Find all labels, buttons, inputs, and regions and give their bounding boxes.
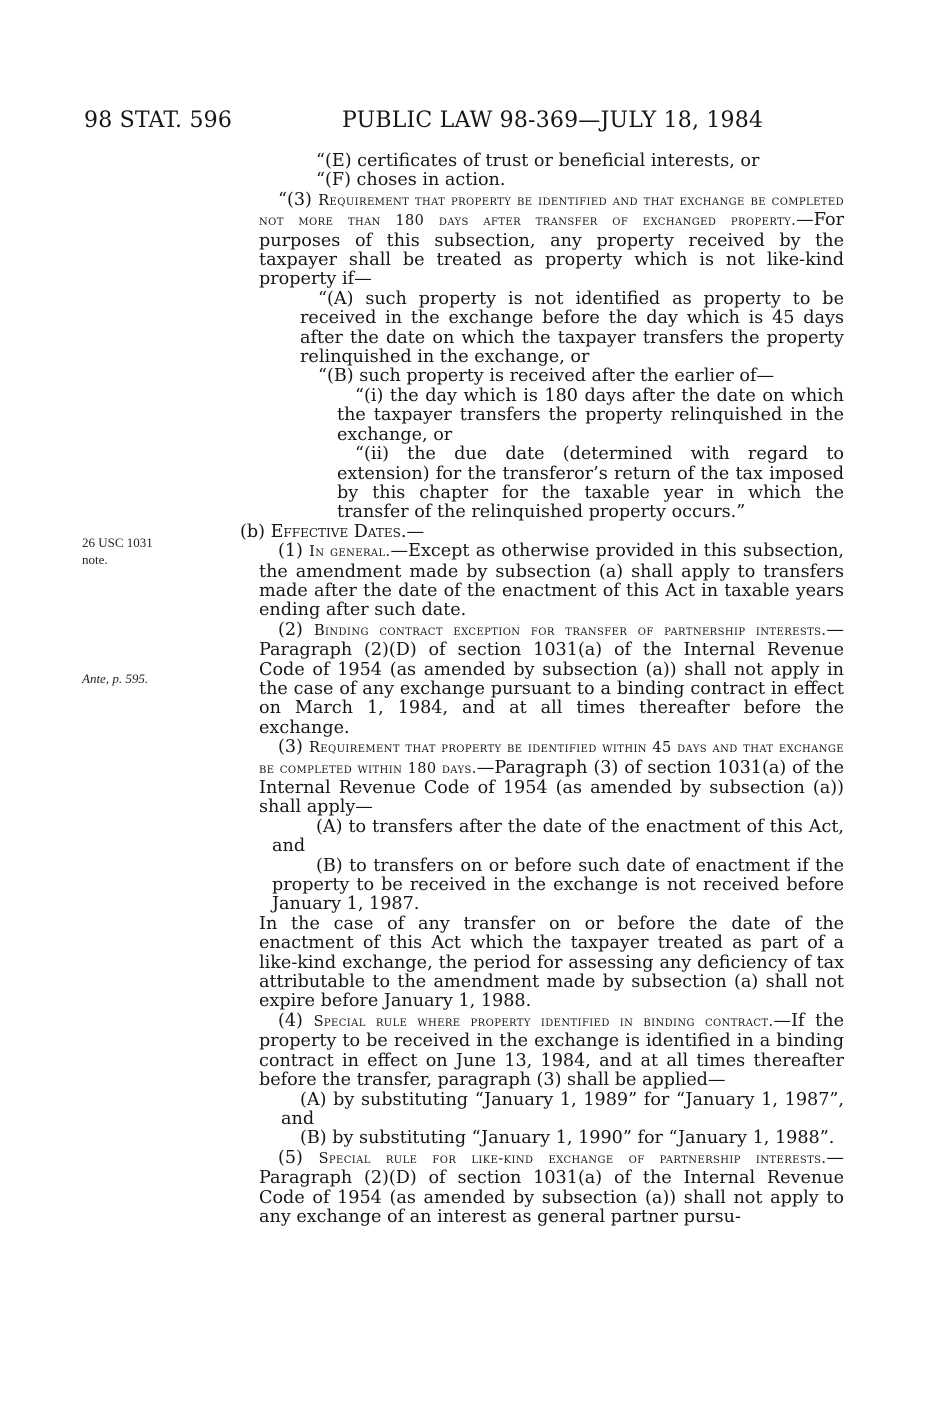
effective-paragraph-5-number: (5) bbox=[278, 1147, 319, 1168]
clause-i: “(i) the day which is 180 days after the date on which the taxpayer transfers the property relinquished in the exchange, or bbox=[337, 385, 844, 445]
subsection-b-number: (b) bbox=[240, 521, 271, 542]
effective-paragraph-2 bbox=[240, 621, 844, 738]
paragraph-3 bbox=[240, 191, 844, 290]
clause-ii: “(ii) the due date (determined with regard to extension) for the transferor’s return of the tax imposed by this chapter for the taxable year in which the transfer of the relinquished property occurs.” bbox=[337, 444, 844, 523]
paragraph-3-text: —For purposes of this subsection, any property received by the taxpayer shall be treated as property which is not like-kind property if— bbox=[259, 210, 844, 290]
effective-paragraph-3 bbox=[240, 738, 844, 818]
effective-subparagraph-4b: (B) by substituting “January 1, 1990” for “January 1, 1988”. bbox=[300, 1128, 835, 1149]
paragraph-3-heading: Requirement that property be identified and that exchange be completed not more than 180 days after transfer of exchanged property. bbox=[259, 192, 844, 230]
effective-paragraph-2-number: (2) bbox=[278, 619, 314, 640]
paragraph-3-number: “(3) bbox=[278, 189, 319, 210]
effective-paragraph-1-number: (1) bbox=[278, 541, 310, 562]
subparagraph-a: “(A) such property is not identified as property to be received in the exchange before the day which is 45 days after the date on which the taxpayer transfers the property relinquished in the exchange, or bbox=[300, 288, 844, 368]
effective-paragraph-1-text: —Except as otherwise provided in this subsection, the amendment made by subsection (a) shall apply to transfers made after the date of the enactment of this Act in taxable years ending after such date. bbox=[259, 541, 845, 621]
effective-paragraph-3-number: (3) bbox=[278, 737, 309, 758]
effective-paragraph-5-text: —Paragraph (2)(D) of section 1031(a) of the Internal Revenue Code of 1954 (as amended by subsection (a)) shall not apply to any exchange of an interest as general partner pursu- bbox=[259, 1147, 845, 1227]
effective-subparagraph-4a: (A) by substituting “January 1, 1989” for “January 1, 1987”, and bbox=[281, 1089, 844, 1129]
effective-paragraph-3-tail: In the case of any transfer on or before the date of the enactment of this Act which the taxpayer treated as part of a like-kind exchange, the period for assessing any deficiency of tax attributable to the amendment made by subsection (a) shall not expire before January 1, 1988. bbox=[259, 913, 844, 1012]
effective-paragraph-4-text: —If the property to be received in the exchange is identified in a binding contract in effect on June 13, 1984, and at all times thereafter before the transfer, paragraph (3) shall be applied— bbox=[259, 1010, 844, 1091]
subparagraph-b: “(B) such property is received after the earlier of— bbox=[318, 366, 775, 387]
effective-paragraph-3-text: —Paragraph (3) of section 1031(a) of the Internal Revenue Code of 1954 (as amended by subsection (a)) shall apply— bbox=[259, 757, 844, 818]
statute-body bbox=[240, 152, 844, 1227]
effective-paragraph-4-number: (4) bbox=[278, 1010, 314, 1031]
margin-note-usc-line2: note. bbox=[82, 552, 108, 567]
running-header: PUBLIC LAW 98-369—JULY 18, 1984 bbox=[342, 108, 764, 133]
effective-paragraph-2-text: —Paragraph (2)(D) of section 1031(a) of the Internal Revenue Code of 1954 (as amended by subsection (a)) shall not apply in the case of any exchange pursuant to a binding contract in effect on March 1, 1984, and at all times thereafter before the exchange. bbox=[259, 619, 845, 738]
effective-paragraph-1 bbox=[240, 542, 844, 621]
effective-paragraph-4-heading: Special rule where property identified in binding contract. bbox=[313, 1013, 774, 1030]
clause-f: “(F) choses in action. bbox=[316, 170, 506, 191]
margin-note-usc bbox=[82, 534, 153, 568]
page-stat-number: 98 STAT. 596 bbox=[84, 108, 233, 133]
subsection-b bbox=[240, 523, 844, 542]
effective-subparagraph-3b: (B) to transfers on or before such date of enactment if the property to be received in the exchange is not received before January 1, 1987. bbox=[272, 855, 844, 915]
effective-paragraph-2-heading: Binding contract exception for transfer of partnership interests. bbox=[314, 622, 827, 639]
margin-note-usc-line1: 26 USC 1031 bbox=[82, 535, 153, 550]
subsection-b-dash: — bbox=[406, 521, 425, 542]
effective-paragraph-5 bbox=[240, 1149, 844, 1228]
clause-e: “(E) certificates of trust or beneficial interests, or bbox=[316, 151, 760, 171]
effective-paragraph-1-heading: In general. bbox=[309, 544, 391, 561]
effective-paragraph-5-heading: Special rule for like-kind exchange of partnership interests. bbox=[318, 1150, 827, 1167]
subsection-b-heading: Effective Dates. bbox=[270, 521, 407, 542]
effective-paragraph-3-heading: Requirement that property be identified within 45 days and that exchange be completed within 180 days. bbox=[259, 740, 845, 777]
effective-paragraph-4 bbox=[240, 1012, 844, 1091]
effective-subparagraph-3a: (A) to transfers after the date of the enactment of this Act, and bbox=[272, 816, 844, 857]
margin-note-ante: Ante, p. 595. bbox=[82, 671, 149, 686]
